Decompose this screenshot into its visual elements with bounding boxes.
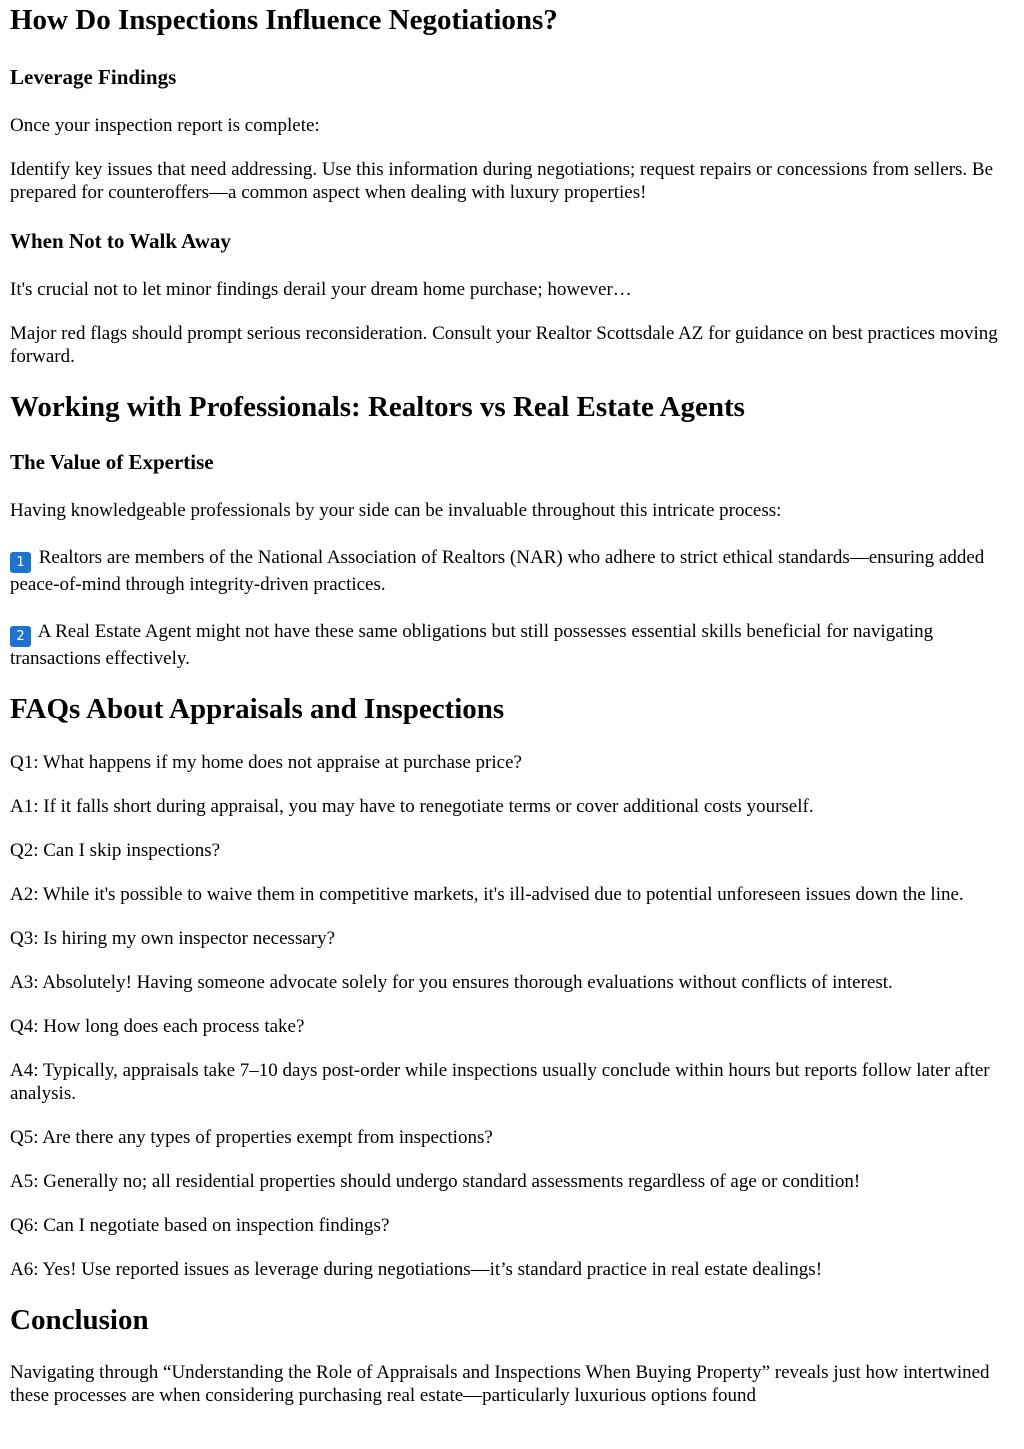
faq-answer: A4: Typically, appraisals take 7–10 days post-order while inspections usually conclude within hours but reports follow later after analysis. xyxy=(10,1060,990,1104)
keycap-two-icon: 2 xyxy=(10,626,31,647)
faq-answer: A1: If it falls short during appraisal, you may have to renegotiate terms or cover additional costs yourself. xyxy=(10,796,814,817)
faq-question: Q4: How long does each process take? xyxy=(10,1016,305,1037)
section-title-faqs: FAQs About Appraisals and Inspections xyxy=(10,693,505,725)
heading-value-of-expertise: The Value of Expertise xyxy=(10,450,214,474)
keycap-one-icon: 1 xyxy=(10,552,31,573)
heading-when-not-to-walk-away: When Not to Walk Away xyxy=(10,229,231,253)
faq-question: Q1: What happens if my home does not appraise at purchase price? xyxy=(10,752,522,773)
faq-answer: A3: Absolutely! Having someone advocate solely for you ensures thorough evaluations without conflicts of interest. xyxy=(10,972,893,993)
paragraph-conclusion: Navigating through “Understanding the Role of Appraisals and Inspections When Buying Property” reveals just how intertwined these processes are when considering purchasing real estate—particularly luxurious options found xyxy=(10,1362,990,1406)
faq-answer: A2: While it's possible to waive them in competitive markets, it's ill-advised due to potential unforeseen issues down the line. xyxy=(10,884,964,905)
paragraph-leverage-body: Identify key issues that need addressing. Use this information during negotiations; request repairs or concessions from sellers. Be prepared for counteroffers—a common aspect when dealing with luxury properties! xyxy=(10,159,994,203)
section-title-professionals: Working with Professionals: Realtors vs Real Estate Agents xyxy=(10,391,745,423)
heading-leverage-findings: Leverage Findings xyxy=(10,65,177,89)
faq-question: Q3: Is hiring my own inspector necessary? xyxy=(10,928,336,949)
section-title-negotiations: How Do Inspections Influence Negotiations? xyxy=(10,4,558,36)
list-item-realtors-text: Realtors are members of the National Association of Realtors (NAR) who adhere to strict ethical standards—ensuring added peace-of-mind through integrity-driven practices. xyxy=(10,547,985,595)
faq-question: Q6: Can I negotiate based on inspection findings? xyxy=(10,1215,390,1236)
section-title-conclusion: Conclusion xyxy=(10,1304,149,1336)
paragraph-walk-away-intro: It's crucial not to let minor findings derail your dream home purchase; however… xyxy=(10,279,632,300)
paragraph-leverage-intro: Once your inspection report is complete: xyxy=(10,115,320,136)
list-item-agents xyxy=(10,620,1014,670)
faq-question: Q5: Are there any types of properties exempt from inspections? xyxy=(10,1127,493,1148)
article xyxy=(0,3,1024,1407)
list-item-realtors xyxy=(10,546,1014,596)
faq-answer: A6: Yes! Use reported issues as leverage during negotiations—it’s standard practice in real estate dealings! xyxy=(10,1259,823,1280)
list-item-agents-text: A Real Estate Agent might not have these same obligations but still possesses essential skills beneficial for navigating transactions effectively. xyxy=(10,621,934,669)
paragraph-walk-away-body: Major red flags should prompt serious reconsideration. Consult your Realtor Scottsdale AZ for guidance on best practices moving forward. xyxy=(10,323,998,367)
faq-answer: A5: Generally no; all residential properties should undergo standard assessments regardless of age or condition! xyxy=(10,1171,861,1192)
paragraph-expertise-intro: Having knowledgeable professionals by your side can be invaluable throughout this intricate process: xyxy=(10,500,782,521)
faq-question: Q2: Can I skip inspections? xyxy=(10,840,221,861)
